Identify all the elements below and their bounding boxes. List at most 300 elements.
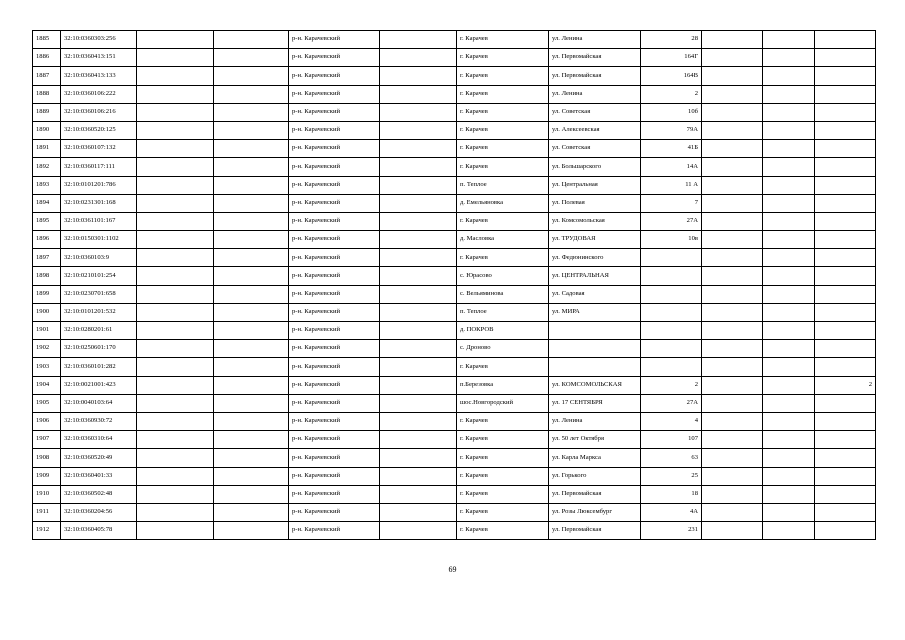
street-cell: ул. Карла Маркса — [549, 449, 641, 467]
locality-cell: г. Карачев — [457, 485, 549, 503]
empty-cell — [380, 431, 457, 449]
street-cell: ул. Большарского — [549, 158, 641, 176]
cadastral-number-cell: 32:10:0360117:111 — [61, 158, 137, 176]
locality-cell: с. Юрасово — [457, 267, 549, 285]
empty-cell — [380, 121, 457, 139]
empty-cell — [702, 140, 763, 158]
empty-cell — [137, 121, 214, 139]
empty-cell — [214, 485, 289, 503]
cadastral-number-cell: 32:10:0360930:72 — [61, 412, 137, 430]
cadastral-number-cell: 32:10:0360520:49 — [61, 449, 137, 467]
street-cell: ул. МИРА — [549, 303, 641, 321]
locality-cell: г. Карачев — [457, 522, 549, 540]
cadastral-number-cell: 32:10:0360520:125 — [61, 121, 137, 139]
record-number-cell: 1902 — [33, 340, 61, 358]
district-cell: р-н. Карачевский — [289, 412, 380, 430]
empty-cell — [763, 121, 815, 139]
record-number-cell: 1911 — [33, 503, 61, 521]
cadastral-number-cell: 32:10:0101201:532 — [61, 303, 137, 321]
cadastral-number-cell: 32:10:0360502:48 — [61, 485, 137, 503]
record-number-cell: 1886 — [33, 49, 61, 67]
empty-cell — [380, 322, 457, 340]
empty-cell — [214, 31, 289, 49]
district-cell: р-н. Карачевский — [289, 31, 380, 49]
locality-cell: д. Масловка — [457, 231, 549, 249]
empty-cell — [380, 358, 457, 376]
empty-cell — [137, 522, 214, 540]
empty-cell — [380, 85, 457, 103]
empty-cell — [763, 31, 815, 49]
empty-cell — [137, 249, 214, 267]
empty-cell — [137, 194, 214, 212]
table-row — [33, 522, 876, 540]
district-cell: р-н. Карачевский — [289, 322, 380, 340]
record-number-cell: 1891 — [33, 140, 61, 158]
empty-cell — [380, 503, 457, 521]
record-number-cell: 1898 — [33, 267, 61, 285]
empty-cell — [137, 449, 214, 467]
empty-cell — [214, 231, 289, 249]
street-cell: ул. Первомайская — [549, 522, 641, 540]
empty-cell — [137, 340, 214, 358]
street-cell: ул. Садовая — [549, 285, 641, 303]
locality-cell: д. ПОКРОВ — [457, 322, 549, 340]
locality-cell: г. Карачев — [457, 412, 549, 430]
district-cell: р-н. Карачевский — [289, 267, 380, 285]
empty-cell — [763, 485, 815, 503]
district-cell: р-н. Карачевский — [289, 376, 380, 394]
empty-cell — [702, 31, 763, 49]
table-row — [33, 85, 876, 103]
record-number-cell: 1904 — [33, 376, 61, 394]
district-cell: р-н. Карачевский — [289, 358, 380, 376]
district-cell: р-н. Карачевский — [289, 340, 380, 358]
cadastral-number-cell: 32:10:0361101:167 — [61, 212, 137, 230]
empty-cell — [137, 49, 214, 67]
locality-cell: д. Емельяновка — [457, 194, 549, 212]
extra-value-cell — [815, 485, 876, 503]
street-cell: ул. Первомайская — [549, 49, 641, 67]
street-cell: ул. Советская — [549, 103, 641, 121]
empty-cell — [380, 449, 457, 467]
record-number-cell: 1908 — [33, 449, 61, 467]
empty-cell — [380, 522, 457, 540]
empty-cell — [380, 158, 457, 176]
empty-cell — [214, 140, 289, 158]
table-row — [33, 340, 876, 358]
empty-cell — [763, 522, 815, 540]
empty-cell — [702, 376, 763, 394]
extra-value-cell — [815, 176, 876, 194]
record-number-cell: 1885 — [33, 31, 61, 49]
empty-cell — [214, 176, 289, 194]
empty-cell — [702, 412, 763, 430]
empty-cell — [214, 340, 289, 358]
house-number-cell — [641, 267, 702, 285]
empty-cell — [214, 412, 289, 430]
empty-cell — [214, 522, 289, 540]
empty-cell — [702, 267, 763, 285]
table-row — [33, 394, 876, 412]
street-cell — [549, 340, 641, 358]
empty-cell — [137, 358, 214, 376]
house-number-cell: 2 — [641, 85, 702, 103]
table-row — [33, 358, 876, 376]
house-number-cell: 10б — [641, 103, 702, 121]
locality-cell: г. Карачев — [457, 121, 549, 139]
table-row — [33, 503, 876, 521]
cadastral-number-cell: 32:10:0210101:254 — [61, 267, 137, 285]
street-cell: ул. Горького — [549, 467, 641, 485]
locality-cell: г. Карачев — [457, 358, 549, 376]
empty-cell — [763, 231, 815, 249]
street-cell: ул. 50 лет Октября — [549, 431, 641, 449]
empty-cell — [137, 394, 214, 412]
empty-cell — [702, 249, 763, 267]
locality-cell: г. Карачев — [457, 449, 549, 467]
house-number-cell: 18 — [641, 485, 702, 503]
empty-cell — [380, 467, 457, 485]
table-row — [33, 121, 876, 139]
empty-cell — [702, 176, 763, 194]
house-number-cell: 4А — [641, 503, 702, 521]
empty-cell — [214, 285, 289, 303]
empty-cell — [214, 467, 289, 485]
extra-value-cell — [815, 322, 876, 340]
extra-value-cell — [815, 412, 876, 430]
record-number-cell: 1887 — [33, 67, 61, 85]
empty-cell — [380, 31, 457, 49]
record-number-cell: 1912 — [33, 522, 61, 540]
empty-cell — [763, 358, 815, 376]
empty-cell — [380, 231, 457, 249]
locality-cell: г. Карачев — [457, 212, 549, 230]
district-cell: р-н. Карачевский — [289, 140, 380, 158]
table-row — [33, 267, 876, 285]
house-number-cell: 27А — [641, 394, 702, 412]
empty-cell — [214, 249, 289, 267]
extra-value-cell — [815, 140, 876, 158]
empty-cell — [137, 176, 214, 194]
house-number-cell — [641, 340, 702, 358]
empty-cell — [702, 503, 763, 521]
street-cell: ул. Комсомольская — [549, 212, 641, 230]
extra-value-cell — [815, 67, 876, 85]
cadastral-number-cell: 32:10:0101201:786 — [61, 176, 137, 194]
record-number-cell: 1905 — [33, 394, 61, 412]
locality-cell: с. Дроново — [457, 340, 549, 358]
empty-cell — [763, 85, 815, 103]
empty-cell — [380, 249, 457, 267]
table-row — [33, 158, 876, 176]
district-cell: р-н. Карачевский — [289, 121, 380, 139]
district-cell: р-н. Карачевский — [289, 49, 380, 67]
empty-cell — [137, 412, 214, 430]
extra-value-cell — [815, 503, 876, 521]
cadastral-number-cell: 32:10:0360103:9 — [61, 249, 137, 267]
empty-cell — [763, 322, 815, 340]
empty-cell — [137, 103, 214, 121]
empty-cell — [763, 103, 815, 121]
empty-cell — [380, 49, 457, 67]
table-row — [33, 249, 876, 267]
locality-cell: г. Карачев — [457, 140, 549, 158]
empty-cell — [763, 140, 815, 158]
table-body — [33, 31, 876, 540]
empty-cell — [214, 303, 289, 321]
cadastral-number-cell: 32:10:0360413:133 — [61, 67, 137, 85]
house-number-cell: 164В — [641, 67, 702, 85]
locality-cell: шос.Новгородский — [457, 394, 549, 412]
table-row — [33, 31, 876, 49]
empty-cell — [137, 212, 214, 230]
extra-value-cell — [815, 194, 876, 212]
street-cell: ул. ЦЕНТРАЛЬНАЯ — [549, 267, 641, 285]
cadastral-number-cell: 32:10:0360107:132 — [61, 140, 137, 158]
cadastral-number-cell: 32:10:0150301:1102 — [61, 231, 137, 249]
house-number-cell: 63 — [641, 449, 702, 467]
locality-cell: г. Карачев — [457, 67, 549, 85]
locality-cell: г. Карачев — [457, 103, 549, 121]
locality-cell: г. Карачев — [457, 85, 549, 103]
table-row — [33, 485, 876, 503]
record-number-cell: 1909 — [33, 467, 61, 485]
street-cell — [549, 322, 641, 340]
district-cell: р-н. Карачевский — [289, 249, 380, 267]
empty-cell — [137, 322, 214, 340]
record-number-cell: 1906 — [33, 412, 61, 430]
extra-value-cell — [815, 103, 876, 121]
empty-cell — [380, 285, 457, 303]
extra-value-cell — [815, 249, 876, 267]
empty-cell — [214, 394, 289, 412]
table-row — [33, 376, 876, 394]
street-cell: ул. КОМСОМОЛЬСКАЯ — [549, 376, 641, 394]
empty-cell — [214, 503, 289, 521]
empty-cell — [380, 103, 457, 121]
extra-value-cell — [815, 49, 876, 67]
empty-cell — [702, 103, 763, 121]
table-row — [33, 431, 876, 449]
empty-cell — [380, 376, 457, 394]
empty-cell — [763, 158, 815, 176]
registry-table — [32, 30, 876, 540]
empty-cell — [137, 376, 214, 394]
empty-cell — [702, 194, 763, 212]
street-cell: ул. Советская — [549, 140, 641, 158]
locality-cell: г. Карачев — [457, 49, 549, 67]
table-row — [33, 231, 876, 249]
street-cell: ул. Полевая — [549, 194, 641, 212]
empty-cell — [137, 140, 214, 158]
street-cell: ул. Первомайская — [549, 485, 641, 503]
empty-cell — [214, 376, 289, 394]
empty-cell — [380, 176, 457, 194]
street-cell: ул. ТРУДОВАЯ — [549, 231, 641, 249]
empty-cell — [763, 249, 815, 267]
house-number-cell: 164Г — [641, 49, 702, 67]
extra-value-cell — [815, 158, 876, 176]
empty-cell — [702, 449, 763, 467]
empty-cell — [702, 85, 763, 103]
empty-cell — [137, 231, 214, 249]
empty-cell — [137, 285, 214, 303]
house-number-cell: 7 — [641, 194, 702, 212]
cadastral-number-cell: 32:10:0360106:216 — [61, 103, 137, 121]
empty-cell — [380, 67, 457, 85]
house-number-cell: 25 — [641, 467, 702, 485]
locality-cell: г. Карачев — [457, 249, 549, 267]
empty-cell — [214, 358, 289, 376]
locality-cell: с. Вельяминова — [457, 285, 549, 303]
empty-cell — [380, 340, 457, 358]
empty-cell — [380, 140, 457, 158]
cadastral-number-cell: 32:10:0360303:256 — [61, 31, 137, 49]
cadastral-number-cell: 32:10:0360204:56 — [61, 503, 137, 521]
table-row — [33, 49, 876, 67]
record-number-cell: 1896 — [33, 231, 61, 249]
house-number-cell: 2 — [641, 376, 702, 394]
street-cell: ул. 17 СЕНТЯБРЯ — [549, 394, 641, 412]
cadastral-number-cell: 32:10:0230701:658 — [61, 285, 137, 303]
street-cell: ул. Федюнинского — [549, 249, 641, 267]
locality-cell: п.Березовка — [457, 376, 549, 394]
empty-cell — [137, 431, 214, 449]
extra-value-cell — [815, 212, 876, 230]
empty-cell — [137, 85, 214, 103]
empty-cell — [763, 49, 815, 67]
record-number-cell: 1903 — [33, 358, 61, 376]
extra-value-cell — [815, 340, 876, 358]
empty-cell — [214, 267, 289, 285]
empty-cell — [702, 231, 763, 249]
district-cell: р-н. Карачевский — [289, 231, 380, 249]
empty-cell — [702, 467, 763, 485]
table-row — [33, 140, 876, 158]
street-cell: ул. Розы Люксембург — [549, 503, 641, 521]
empty-cell — [763, 449, 815, 467]
extra-value-cell — [815, 449, 876, 467]
empty-cell — [380, 194, 457, 212]
record-number-cell: 1888 — [33, 85, 61, 103]
record-number-cell: 1897 — [33, 249, 61, 267]
empty-cell — [702, 431, 763, 449]
empty-cell — [763, 431, 815, 449]
house-number-cell — [641, 322, 702, 340]
empty-cell — [702, 303, 763, 321]
record-number-cell: 1910 — [33, 485, 61, 503]
cadastral-number-cell: 32:10:0231301:168 — [61, 194, 137, 212]
empty-cell — [214, 158, 289, 176]
record-number-cell: 1899 — [33, 285, 61, 303]
empty-cell — [763, 176, 815, 194]
empty-cell — [763, 303, 815, 321]
street-cell: ул. Ленина — [549, 31, 641, 49]
empty-cell — [137, 158, 214, 176]
record-number-cell: 1890 — [33, 121, 61, 139]
record-number-cell: 1895 — [33, 212, 61, 230]
house-number-cell — [641, 358, 702, 376]
empty-cell — [380, 303, 457, 321]
extra-value-cell — [815, 31, 876, 49]
street-cell: ул. Ленина — [549, 85, 641, 103]
empty-cell — [214, 194, 289, 212]
district-cell: р-н. Карачевский — [289, 285, 380, 303]
house-number-cell: 11 А — [641, 176, 702, 194]
empty-cell — [763, 467, 815, 485]
empty-cell — [380, 394, 457, 412]
house-number-cell: 107 — [641, 431, 702, 449]
extra-value-cell — [815, 231, 876, 249]
table-row — [33, 194, 876, 212]
empty-cell — [137, 267, 214, 285]
locality-cell: г. Карачев — [457, 431, 549, 449]
table-row — [33, 67, 876, 85]
empty-cell — [214, 431, 289, 449]
empty-cell — [137, 303, 214, 321]
house-number-cell: 231 — [641, 522, 702, 540]
cadastral-number-cell: 32:10:0040103:64 — [61, 394, 137, 412]
street-cell: ул. Первомайская — [549, 67, 641, 85]
empty-cell — [763, 67, 815, 85]
empty-cell — [763, 412, 815, 430]
district-cell: р-н. Карачевский — [289, 503, 380, 521]
empty-cell — [702, 121, 763, 139]
table-row — [33, 176, 876, 194]
empty-cell — [702, 285, 763, 303]
locality-cell: г. Карачев — [457, 467, 549, 485]
empty-cell — [214, 212, 289, 230]
empty-cell — [702, 49, 763, 67]
house-number-cell: 4 — [641, 412, 702, 430]
empty-cell — [137, 67, 214, 85]
record-number-cell: 1894 — [33, 194, 61, 212]
cadastral-number-cell: 32:10:0360413:151 — [61, 49, 137, 67]
table-row — [33, 449, 876, 467]
house-number-cell — [641, 249, 702, 267]
record-number-cell: 1901 — [33, 322, 61, 340]
empty-cell — [380, 267, 457, 285]
district-cell: р-н. Карачевский — [289, 485, 380, 503]
extra-value-cell — [815, 431, 876, 449]
empty-cell — [137, 467, 214, 485]
house-number-cell — [641, 285, 702, 303]
extra-value-cell — [815, 85, 876, 103]
district-cell: р-н. Карачевский — [289, 303, 380, 321]
extra-value-cell — [815, 121, 876, 139]
extra-value-cell — [815, 394, 876, 412]
district-cell: р-н. Карачевский — [289, 467, 380, 485]
table-row — [33, 212, 876, 230]
empty-cell — [702, 358, 763, 376]
district-cell: р-н. Карачевский — [289, 194, 380, 212]
table-row — [33, 103, 876, 121]
table-row — [33, 412, 876, 430]
empty-cell — [214, 103, 289, 121]
empty-cell — [763, 503, 815, 521]
empty-cell — [214, 49, 289, 67]
street-cell — [549, 358, 641, 376]
empty-cell — [214, 67, 289, 85]
district-cell: р-н. Карачевский — [289, 158, 380, 176]
empty-cell — [214, 449, 289, 467]
extra-value-cell: 2 — [815, 376, 876, 394]
record-number-cell: 1893 — [33, 176, 61, 194]
empty-cell — [702, 322, 763, 340]
empty-cell — [763, 340, 815, 358]
house-number-cell: 14А — [641, 158, 702, 176]
house-number-cell: 28 — [641, 31, 702, 49]
